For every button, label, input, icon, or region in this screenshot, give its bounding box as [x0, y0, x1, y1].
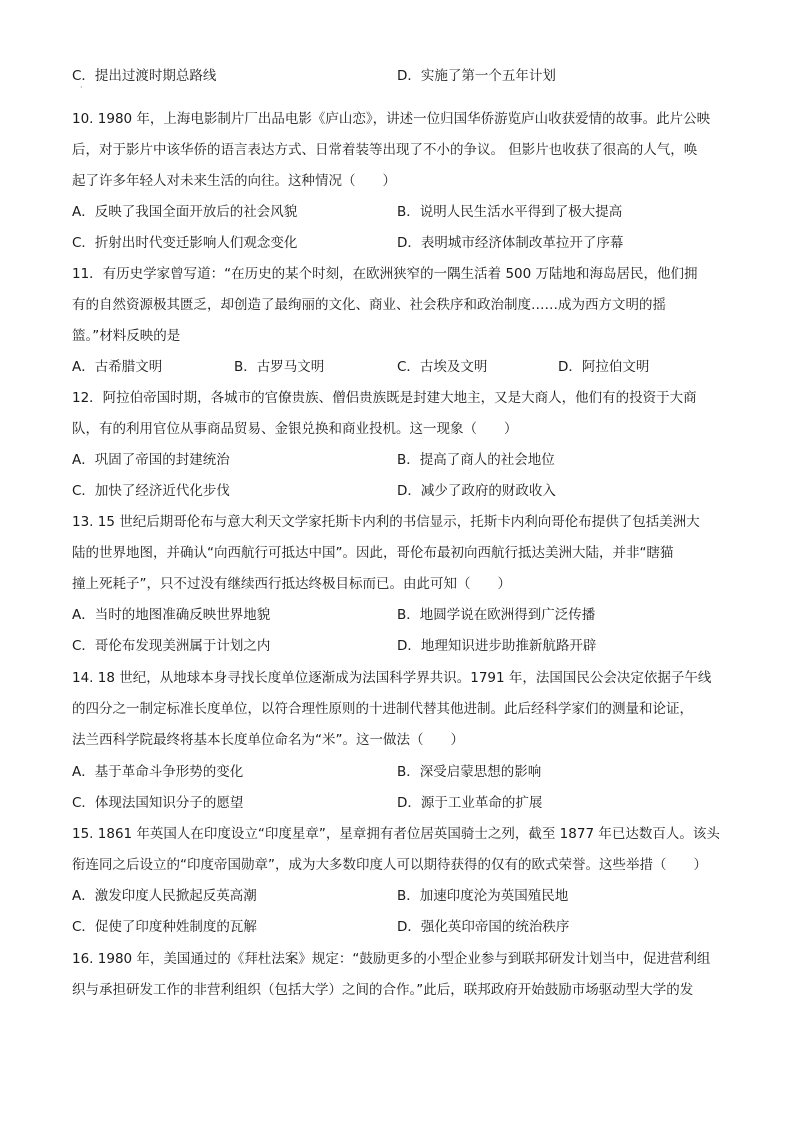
q11-stem-line: 11．有历史学家曾写道：“在历史的某个时刻，在欧洲狭窄的一隅生活着 500 万陆地和海岛居民，他们拥 — [72, 266, 698, 282]
q11-stem-line: 篮。”材料反映的是 — [72, 328, 181, 344]
q15-stem-line: 15. 1861 年英国人在印度设立“印度星章”，星章拥有者位居英国骑士之列，截至 1877 年已达数百人。该头 — [72, 826, 720, 842]
q12-option-a[interactable]: A．巩固了帝国的封建统治 — [72, 452, 230, 468]
q14-stem-line: 14. 18 世纪，从地球本身寻找长度单位逐渐成为法国科学界共识。1791 年，法国国民公会决定依据子午线 — [72, 670, 712, 686]
q10-option-b[interactable]: B．说明人民生活水平得到了极大提高 — [397, 204, 623, 220]
q12-option-d[interactable]: D．减少了政府的财政收入 — [397, 483, 556, 499]
q15-stem-line: 衔连同之后设立的“印度帝国勋章”，成为大多数印度人可以期待获得的仅有的欧式荣誉。这些举措（ ） — [72, 857, 707, 873]
q15-option-c[interactable]: C．促使了印度种姓制度的瓦解 — [72, 919, 257, 935]
q11-option-a[interactable]: A．古希腊文明 — [72, 359, 163, 375]
q9-option-d[interactable]: D．实施了第一个五年计划 — [397, 68, 556, 84]
q13-stem-line: 13. 15 世纪后期哥伦布与意大利天文学家托斯卡内利的书信显示，托斯卡内利向哥伦布提供了包括美洲大 — [72, 514, 700, 530]
q10-stem-line: 起了许多年轻人对未来生活的向往。这种情况（ ） — [72, 173, 396, 189]
q14-option-b[interactable]: B．深受启蒙思想的影响 — [397, 764, 542, 780]
q11-option-d[interactable]: D．阿拉伯文明 — [558, 359, 650, 375]
q11-option-c[interactable]: C．古埃及文明 — [397, 359, 488, 375]
q10-stem-line: 后，对于影片中该华侨的语言表达方式、日常着装等出现了不小的争议。 但影片也收获了很高的人气，唤 — [72, 142, 698, 158]
q11-option-b[interactable]: B．古罗马文明 — [234, 359, 325, 375]
q13-stem-line: 陆的世界地图，并确认“向西航行可抵达中国”。因此，哥伦布最初向西航行抵达美洲大陆，并非“瞎猫 — [72, 545, 674, 561]
q12-stem-line: 队，有的利用官位从事商品贸易、金银兑换和商业投机。这一现象（ ） — [72, 421, 518, 437]
q16-stem-line: 织与承担研发工作的非营利组织（包括大学）之间的合作。”此后，联邦政府开始鼓励市场驱动型大学的发 — [72, 982, 694, 998]
q10-stem-line: 10. 1980 年，上海电影制片厂出品电影《庐山恋》，讲述一位归国华侨游览庐山收获爱情的故事。此片公映 — [72, 111, 711, 127]
q13-stem-line: 撞上死耗子”，只不过没有继续西行抵达终极目标而已。由此可知（ ） — [72, 576, 511, 592]
q15-option-b[interactable]: B．加速印度沦为英国殖民地 — [397, 888, 569, 904]
q16-stem-line: 16. 1980 年，美国通过的《拜杜法案》规定：“鼓励更多的小型企业参与到联邦研发计划当中，促进营利组 — [72, 951, 711, 967]
q13-option-a[interactable]: A．当时的地图准确反映世界地貌 — [72, 607, 271, 623]
q14-option-a[interactable]: A．基于革命斗争形势的变化 — [72, 764, 244, 780]
q10-option-d[interactable]: D．表明城市经济体制改革拉开了序幕 — [397, 235, 624, 251]
q14-option-c[interactable]: C．体现法国知识分子的愿望 — [72, 795, 244, 811]
q11-stem-line: 有的自然资源极其匮乏，却创造了最绚丽的文化、商业、社会秩序和政治制度……成为西方文明的摇 — [72, 297, 666, 313]
q13-option-c[interactable]: C．哥伦布发现美洲属于计划之内 — [72, 638, 271, 654]
q14-stem-line: 法兰西科学院最终将基本长度单位命名为“米”。这一做法（ ） — [72, 732, 464, 748]
stray-dot: · — [80, 83, 83, 92]
q12-option-b[interactable]: B．提高了商人的社会地位 — [397, 452, 555, 468]
q14-option-d[interactable]: D．源于工业革命的扩展 — [397, 795, 543, 811]
q15-option-a[interactable]: A．激发印度人民掀起反英高潮 — [72, 888, 257, 904]
q10-option-a[interactable]: A．反映了我国全面开放后的社会风貌 — [72, 204, 298, 220]
q15-option-d[interactable]: D．强化英印帝国的统治秩序 — [397, 919, 570, 935]
q12-option-c[interactable]: C．加快了经济近代化步伐 — [72, 483, 230, 499]
q12-stem-line: 12．阿拉伯帝国时期，各城市的官僚贵族、僧侣贵族既是封建大地主，又是大商人，他们有的投资于大商 — [72, 390, 697, 406]
q13-option-d[interactable]: D．地理知识进步助推新航路开辟 — [397, 638, 597, 654]
q14-stem-line: 的四分之一制定标准长度单位，以符合理性原则的十进制代替其他进制。此后经科学家们的测量和论证， — [72, 701, 693, 717]
q13-option-b[interactable]: B．地圆学说在欧洲得到广泛传播 — [397, 607, 596, 623]
q10-option-c[interactable]: C．折射出时代变迁影响人们观念变化 — [72, 235, 298, 251]
q9-option-c[interactable]: C．提出过渡时期总路线 — [72, 68, 217, 84]
